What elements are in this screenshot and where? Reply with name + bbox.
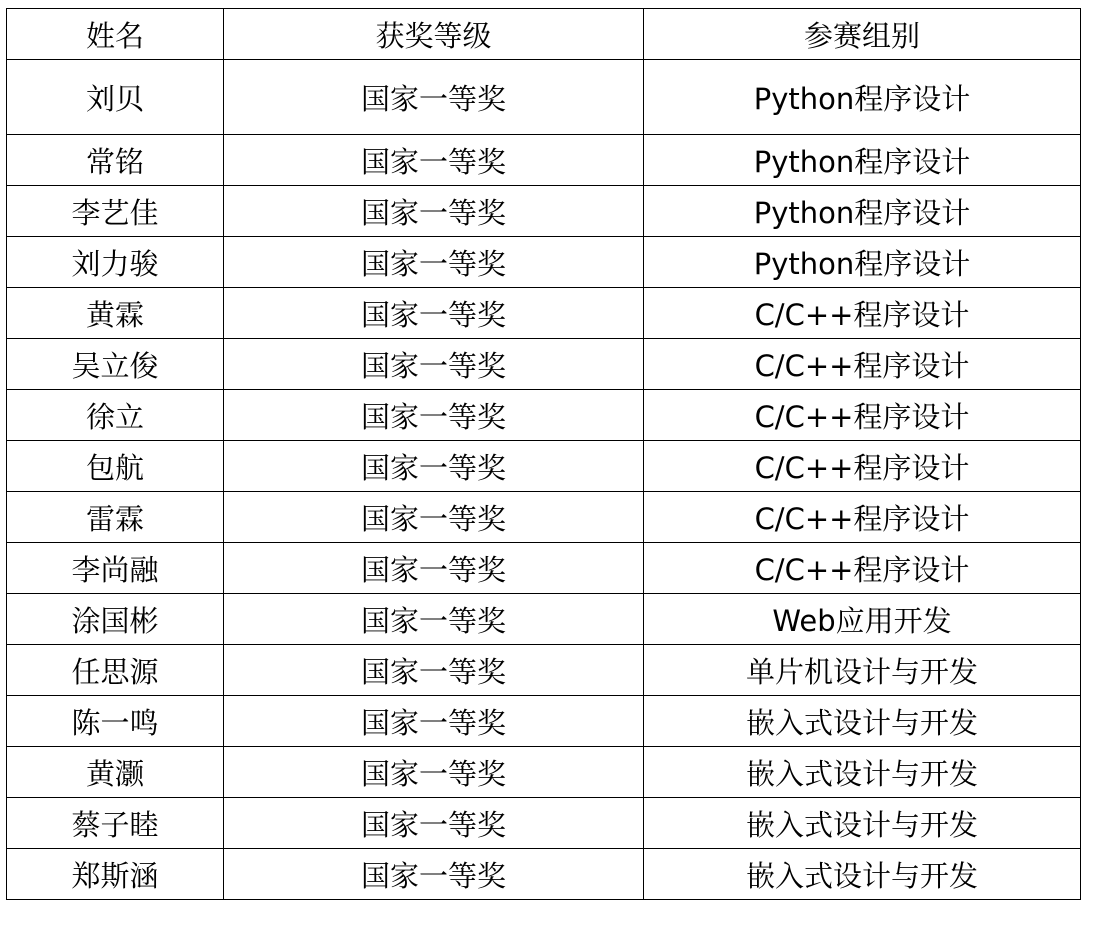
cell-name: 蔡子睦 — [7, 798, 224, 849]
table-row — [7, 798, 1081, 849]
cell-name: 徐立 — [7, 390, 224, 441]
table-row — [7, 849, 1081, 900]
cell-competition-group: 嵌入式设计与开发 — [644, 798, 1081, 849]
cell-award-level: 国家一等奖 — [224, 696, 644, 747]
cell-competition-group: 嵌入式设计与开发 — [644, 849, 1081, 900]
cell-competition-group: 单片机设计与开发 — [644, 645, 1081, 696]
table-row — [7, 390, 1081, 441]
cell-award-level: 国家一等奖 — [224, 135, 644, 186]
cell-award-level: 国家一等奖 — [224, 849, 644, 900]
header-competition-group: 参赛组别 — [644, 9, 1081, 60]
cell-award-level: 国家一等奖 — [224, 441, 644, 492]
table-row — [7, 594, 1081, 645]
cell-name: 陈一鸣 — [7, 696, 224, 747]
table-row — [7, 645, 1081, 696]
cell-name: 包航 — [7, 441, 224, 492]
cell-award-level: 国家一等奖 — [224, 543, 644, 594]
cell-award-level: 国家一等奖 — [224, 747, 644, 798]
table-row — [7, 186, 1081, 237]
table-row — [7, 543, 1081, 594]
cell-award-level: 国家一等奖 — [224, 237, 644, 288]
cell-name: 吴立俊 — [7, 339, 224, 390]
cell-name: 雷霖 — [7, 492, 224, 543]
cell-competition-group: 嵌入式设计与开发 — [644, 747, 1081, 798]
cell-competition-group: C/C++程序设计 — [644, 543, 1081, 594]
cell-name: 李尚融 — [7, 543, 224, 594]
table-row — [7, 237, 1081, 288]
cell-award-level: 国家一等奖 — [224, 186, 644, 237]
cell-name: 涂国彬 — [7, 594, 224, 645]
cell-award-level: 国家一等奖 — [224, 645, 644, 696]
cell-competition-group: C/C++程序设计 — [644, 492, 1081, 543]
cell-award-level: 国家一等奖 — [224, 60, 644, 135]
cell-award-level: 国家一等奖 — [224, 339, 644, 390]
cell-competition-group: C/C++程序设计 — [644, 288, 1081, 339]
cell-name: 刘力骏 — [7, 237, 224, 288]
header-name: 姓名 — [7, 9, 224, 60]
cell-award-level: 国家一等奖 — [224, 594, 644, 645]
table-row — [7, 696, 1081, 747]
cell-name: 刘贝 — [7, 60, 224, 135]
cell-competition-group: Python程序设计 — [644, 186, 1081, 237]
awards-table — [6, 8, 1081, 900]
cell-competition-group: C/C++程序设计 — [644, 339, 1081, 390]
table-row — [7, 135, 1081, 186]
cell-competition-group: Web应用开发 — [644, 594, 1081, 645]
table-row — [7, 492, 1081, 543]
cell-competition-group: Python程序设计 — [644, 60, 1081, 135]
header-award-level: 获奖等级 — [224, 9, 644, 60]
cell-award-level: 国家一等奖 — [224, 798, 644, 849]
table-row — [7, 339, 1081, 390]
cell-name: 李艺佳 — [7, 186, 224, 237]
cell-name: 黄霖 — [7, 288, 224, 339]
table-row — [7, 60, 1081, 135]
cell-name: 常铭 — [7, 135, 224, 186]
cell-competition-group: C/C++程序设计 — [644, 390, 1081, 441]
cell-competition-group: C/C++程序设计 — [644, 441, 1081, 492]
cell-competition-group: Python程序设计 — [644, 237, 1081, 288]
table-row — [7, 288, 1081, 339]
cell-award-level: 国家一等奖 — [224, 390, 644, 441]
cell-competition-group: 嵌入式设计与开发 — [644, 696, 1081, 747]
header-row — [7, 9, 1081, 60]
table-row — [7, 747, 1081, 798]
table-row — [7, 441, 1081, 492]
cell-name: 黄灏 — [7, 747, 224, 798]
cell-name: 郑斯涵 — [7, 849, 224, 900]
cell-name: 任思源 — [7, 645, 224, 696]
cell-competition-group: Python程序设计 — [644, 135, 1081, 186]
cell-award-level: 国家一等奖 — [224, 288, 644, 339]
cell-award-level: 国家一等奖 — [224, 492, 644, 543]
